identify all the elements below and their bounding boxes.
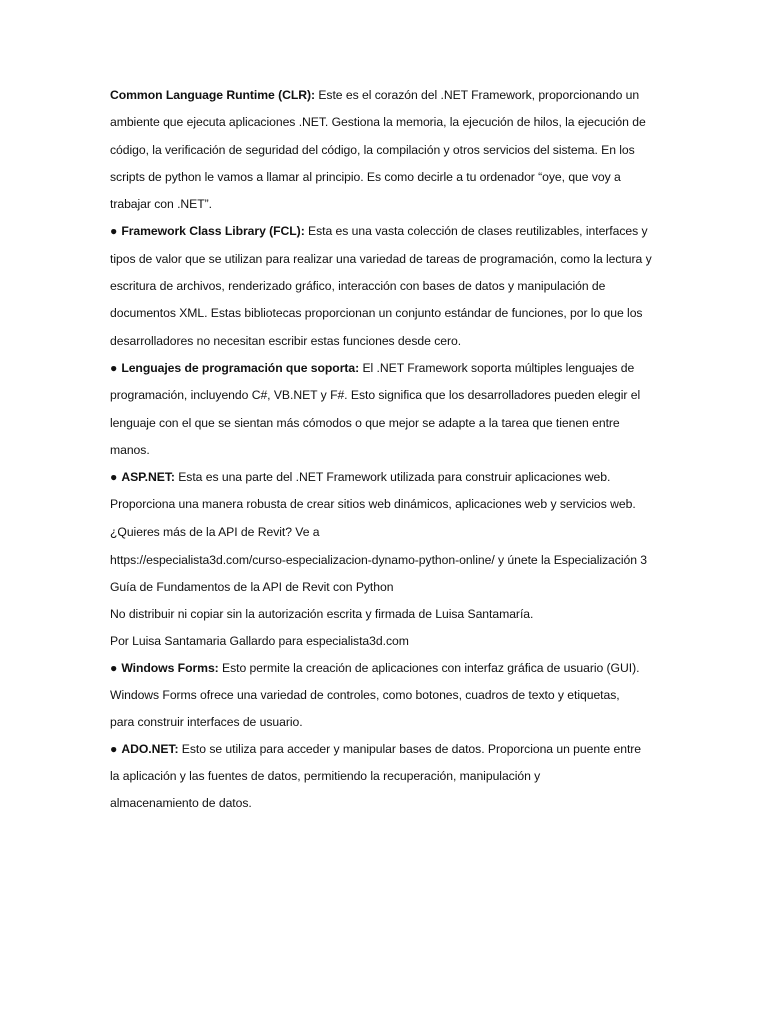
bullet-icon: ● bbox=[110, 360, 118, 375]
adonet-line-3: almacenamiento de datos. bbox=[110, 796, 252, 811]
aspnet-text: Esta es una parte del .NET Framework utilizada para construir aplicaciones web. Proporciona una manera robusta de crear sitios web dinámicos, aplicaciones web y servicios web. bbox=[110, 470, 636, 512]
bullet-icon: ● bbox=[110, 742, 118, 757]
winforms-line-3: para construir interfaces de usuario. bbox=[110, 715, 303, 730]
winforms-paragraph bbox=[110, 660, 662, 678]
winforms-term: Windows Forms: bbox=[121, 661, 219, 676]
languages-paragraph bbox=[110, 355, 662, 464]
winforms-text: Esto permite la creación de aplicaciones con interfaz gráfica de usuario (GUI). bbox=[218, 661, 640, 676]
clr-term: Common Language Runtime (CLR): bbox=[110, 88, 315, 102]
winforms-line-2: Windows Forms ofrece una variedad de controles, como botones, cuadros de texto y etiquetas, bbox=[110, 688, 620, 703]
clr-text: Este es el corazón del .NET Framework, proporcionando un ambiente que ejecuta aplicaciones .NET. Gestiona la memoria, la ejecución de hilos, la ejecución de código, la verificación de seguridad del código, la compilación y otros servicios del sistema. En los scripts de python le vamos a llamar al principio. Es como decirle a tu ordenador “oye, que voy a trabajar con .NET”. bbox=[110, 88, 646, 212]
guide-title: Guía de Fundamentos de la API de Revit con Python bbox=[110, 580, 394, 595]
author-line: Por Luisa Santamaria Gallardo para especialista3d.com bbox=[110, 634, 409, 649]
bullet-icon: ● bbox=[110, 661, 118, 676]
adonet-line-2: la aplicación y las fuentes de datos, permitiendo la recuperación, manipulación y bbox=[110, 769, 541, 784]
bullet-icon: ● bbox=[110, 224, 118, 239]
promo-question: ¿Quieres más de la API de Revit? Ve a bbox=[110, 524, 320, 539]
adonet-term: ADO.NET: bbox=[121, 742, 179, 757]
adonet-paragraph bbox=[110, 741, 662, 759]
fcl-text: Esta es una vasta colección de clases reutilizables, interfaces y tipos de valor que se utilizan para realizar una variedad de tareas de programación, como la lectura y escritura de archivos, renderizado gráfico, interacción con bases de datos y manipulación de documentos XML. Estas bibliotecas proporcionan un conjunto estándar de funciones, por lo que los desarrolladores no necesitan escribir estas funciones desde cero. bbox=[110, 224, 652, 348]
aspnet-term: ASP.NET: bbox=[121, 470, 175, 485]
bullet-icon: ● bbox=[110, 470, 118, 485]
fcl-paragraph bbox=[110, 218, 662, 354]
fcl-term: Framework Class Library (FCL): bbox=[121, 224, 305, 239]
document-page bbox=[110, 82, 662, 822]
clr-paragraph bbox=[110, 82, 662, 218]
languages-text: El .NET Framework soporta múltiples lenguajes de programación, incluyendo C#, VB.NET y F#. Esto significa que los desarrolladores pueden elegir el lenguaje con el que se sientan más cómodos o que mejor se adapte a la tarea que tienen entre manos. bbox=[110, 360, 641, 457]
aspnet-paragraph bbox=[110, 464, 662, 519]
copyright-notice: No distribuir ni copiar sin la autorización escrita y firmada de Luisa Santamaría. bbox=[110, 607, 534, 622]
languages-term: Lenguajes de programación que soporta: bbox=[121, 360, 360, 375]
adonet-text: Esto se utiliza para acceder y manipular bases de datos. Proporciona un puente entre bbox=[178, 742, 642, 757]
promo-link: https://especialista3d.com/curso-especializacion-dynamo-python-online/ y únete la Especialización 3 bbox=[110, 553, 648, 568]
